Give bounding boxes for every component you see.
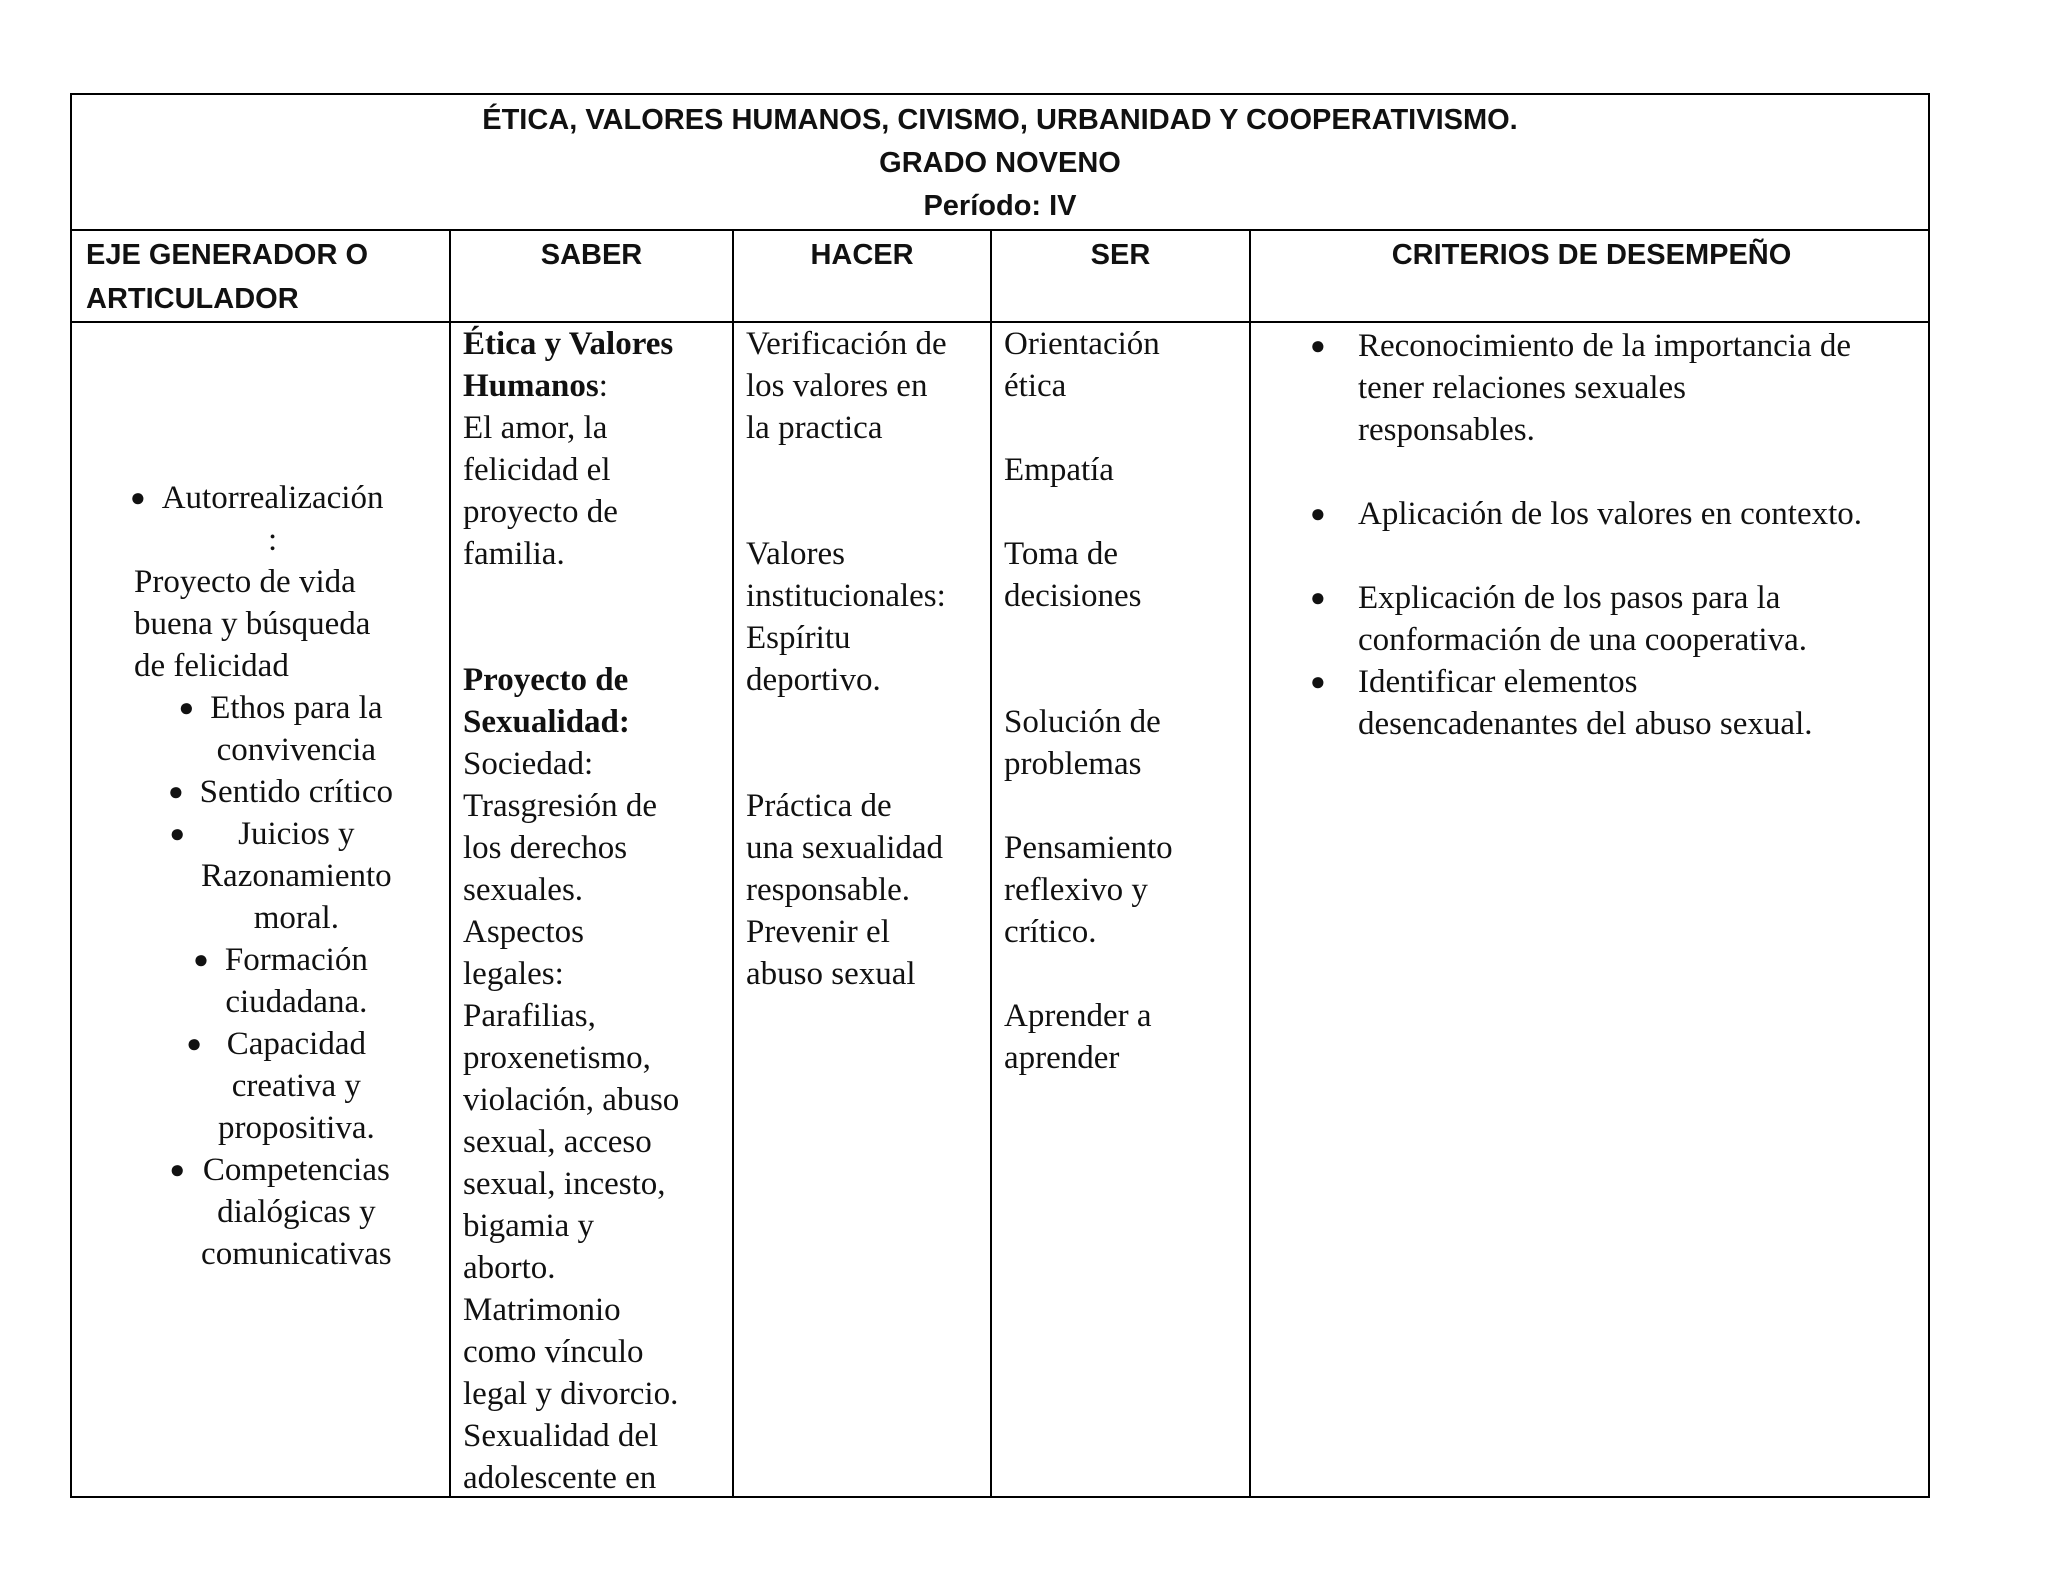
- bullet-icon: ●: [1310, 583, 1326, 612]
- list-item: [1302, 577, 1932, 661]
- ser-text-empatia: Empatía: [1004, 452, 1114, 488]
- bullet-icon: ●: [169, 1155, 186, 1184]
- bullet-icon: ●: [186, 1029, 202, 1058]
- column-divider: [449, 231, 451, 1496]
- list-item: [1302, 325, 1932, 451]
- list-item: [112, 1023, 449, 1149]
- bullet-icon: ●: [178, 693, 195, 722]
- bullet-icon: ●: [1310, 667, 1326, 696]
- saber-cell: [463, 323, 731, 1496]
- eje-item-text: Sentido crítico: [199, 774, 394, 810]
- saber-heading-etica: Ética y Valores Humanos: [463, 326, 674, 404]
- list-item: [112, 813, 449, 939]
- saber-heading-colon: :: [598, 368, 608, 404]
- grade-label: GRADO NOVENO: [879, 147, 1121, 179]
- saber-text-sexualidad: Sociedad: Trasgresión de los derechos sexuales. Aspectos legales: Parafilias, proxenetismo, violación, abuso sexual, acceso sexual, incesto, bigamia y aborto. Matrimonio como vínculo legal y divorcio. Sexualidad del adolescente en: [463, 746, 680, 1496]
- hacer-text-practica: Práctica de una sexualidad responsable. Prevenir el abuso sexual: [746, 788, 944, 992]
- column-divider: [990, 231, 992, 1496]
- hacer-text-verificacion: Verificación de los valores en la practica: [746, 326, 947, 446]
- bullet-icon: ●: [193, 945, 209, 974]
- bullet-icon: ●: [167, 777, 184, 806]
- ser-cell: [1004, 323, 1249, 1496]
- list-item: [112, 939, 449, 1023]
- list-item: [112, 1149, 449, 1275]
- hacer-text-valores: Valores institucionales: Espíritu deportivo.: [746, 536, 946, 698]
- list-item: [112, 477, 449, 561]
- column-header-ser: SER: [1090, 239, 1151, 271]
- criterio-text: Reconocimiento de la importancia de tener relaciones sexuales responsables.: [1358, 328, 1851, 448]
- ser-text-toma: Toma de decisiones: [1004, 536, 1142, 614]
- saber-text-amor: El amor, la felicidad el proyecto de familia.: [463, 410, 618, 572]
- criterio-text: Aplicación de los valores en contexto.: [1358, 496, 1863, 532]
- column-header-eje: EJE GENERADOR O ARTICULADOR: [86, 239, 368, 315]
- eje-item-text: Competencias dialógicas y comunicativas: [201, 1152, 392, 1272]
- list-item: [1302, 661, 1932, 745]
- eje-item-detail: Proyecto de vida buena y búsqueda de felicidad: [134, 564, 371, 684]
- bullet-icon: ●: [1310, 499, 1326, 528]
- column-header-saber: SABER: [540, 239, 643, 271]
- column-divider: [732, 231, 734, 1496]
- period-label: Período: IV: [923, 190, 1077, 222]
- saber-heading-sexualidad: Proyecto de Sexualidad:: [463, 662, 630, 740]
- eje-item-text: Ethos para la convivencia: [210, 690, 383, 768]
- ser-text-pensamiento: Pensamiento reflexivo y crítico.: [1004, 830, 1173, 950]
- criterios-cell: [1302, 323, 1932, 1496]
- ser-text-orientacion: Orientación ética: [1004, 326, 1160, 404]
- eje-item-label: Autorrealización :: [161, 480, 384, 558]
- criterio-text: Identificar elementos desencadenantes del abuso sexual.: [1358, 664, 1813, 742]
- list-item: [112, 687, 449, 771]
- curriculum-table: [70, 93, 1930, 1498]
- eje-cell: [112, 323, 449, 1496]
- bullet-icon: ●: [169, 819, 186, 848]
- criterio-text: Explicación de los pasos para la conformación de una cooperativa.: [1358, 580, 1807, 658]
- column-divider: [1249, 231, 1251, 1496]
- column-header-hacer: HACER: [810, 239, 914, 271]
- column-header-criterios: CRITERIOS DE DESEMPEÑO: [1391, 239, 1792, 271]
- list-item: [112, 771, 449, 813]
- ser-text-solucion: Solución de problemas: [1004, 704, 1161, 782]
- eje-item-text: Capacidad creativa y propositiva.: [217, 1026, 375, 1146]
- list-item: [1302, 493, 1932, 535]
- bullet-icon: ●: [130, 483, 146, 512]
- hacer-cell: [746, 323, 990, 1496]
- ser-text-aprender: Aprender a aprender: [1004, 998, 1152, 1076]
- document-title: ÉTICA, VALORES HUMANOS, CIVISMO, URBANIDAD Y COOPERATIVISMO.: [482, 104, 1518, 136]
- bullet-icon: ●: [1310, 331, 1326, 360]
- eje-item-text: Juicios y Razonamiento moral.: [201, 816, 392, 936]
- eje-item-text: Formación ciudadana.: [224, 942, 368, 1020]
- table-title-block: [72, 95, 1928, 231]
